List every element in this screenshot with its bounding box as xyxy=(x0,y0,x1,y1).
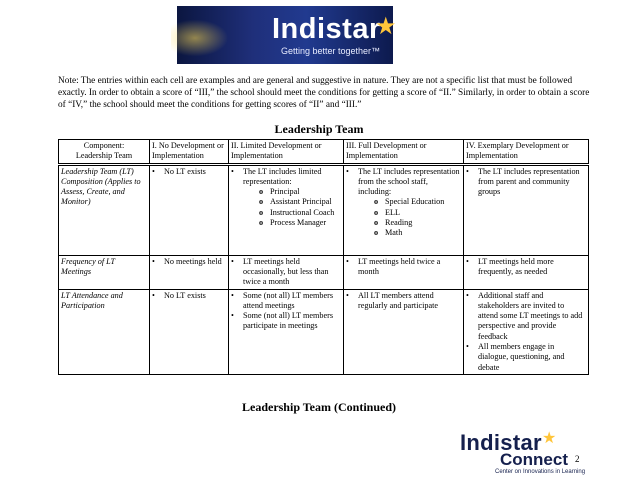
bullet-item xyxy=(243,167,341,229)
bullet-item: • No LT exists xyxy=(164,167,226,177)
section-title: Leadership Team xyxy=(274,122,364,136)
bullet-item xyxy=(358,167,461,239)
row-label: Frequency of LT Meetings xyxy=(59,255,150,289)
table-cell xyxy=(150,164,229,255)
header-component: Component: Leadership Team xyxy=(59,140,150,165)
table-cell xyxy=(229,164,344,255)
header-exemplary-development: IV. Exemplary Development or Implementation xyxy=(464,140,589,165)
table-row xyxy=(59,255,589,289)
tagline: Getting better together™ xyxy=(281,46,381,56)
bullet-item: • LT meetings held occasionally, but less than twice a month xyxy=(243,257,341,288)
row-label: LT Attendance and Participation xyxy=(59,289,150,374)
glow-star-icon xyxy=(171,18,231,58)
footer-logo-subtitle: Center on Innovations in Learning xyxy=(495,469,586,475)
table-cell xyxy=(229,255,344,289)
table-cell xyxy=(150,255,229,289)
header-limited-development: II. Limited Development or Implementation xyxy=(229,140,344,165)
bullet-item: • No meetings held xyxy=(164,257,226,267)
table-cell xyxy=(150,289,229,374)
note-paragraph: Note: The entries within each cell are examples and are general and suggestive in nature. They are not a specific list that must be followed exactly. In order to obtain a score of “III,” the school should meet the conditions for getting a score of “II.” Similarly, in order to obtain a score of “IV,” the school should meet the conditions for getting scores of “II” and “III.” xyxy=(58,76,590,111)
table-cell xyxy=(464,255,589,289)
sub-bullet-item: o Special Education xyxy=(385,197,461,207)
bullet-item: • Additional staff and stakeholders are invited to attend some LT meetings to add perspective and provide feedback xyxy=(478,291,586,342)
table-cell xyxy=(344,289,464,374)
bullet-item: • LT meetings held twice a month xyxy=(358,257,461,278)
bullet-item: • LT meetings held more frequently, as needed xyxy=(478,257,586,278)
table-row xyxy=(59,289,589,374)
table-cell xyxy=(464,164,589,255)
header-full-development: III. Full Development or Implementation xyxy=(344,140,464,165)
bullet-item: • All LT members attend regularly and participate xyxy=(358,291,461,312)
table-cell xyxy=(344,255,464,289)
header-no-development: I. No Development or Implementation xyxy=(150,140,229,165)
sub-bullet-item: o Process Manager xyxy=(270,218,341,228)
sub-bullet-item: o Math xyxy=(385,228,461,238)
bullet-item: • All members engage in dialogue, questioning, and debate xyxy=(478,342,586,373)
table-cell xyxy=(464,289,589,374)
sub-bullet-item: o Instructional Coach xyxy=(270,208,341,218)
bullet-item: • No LT exists xyxy=(164,291,226,301)
sub-bullet-item: o Principal xyxy=(270,187,341,197)
table-cell xyxy=(344,164,464,255)
bullet-text: The LT includes limited representation: xyxy=(243,166,322,186)
sub-bullet-item: o ELL xyxy=(385,208,461,218)
bullet-item: • The LT includes representation from parent and community groups xyxy=(478,167,586,198)
header-banner xyxy=(177,6,397,64)
footer-logo-word2: Connect xyxy=(500,450,568,469)
page-number: 2 xyxy=(575,454,580,464)
bullet-text: The LT includes representation from the school staff, including: xyxy=(358,166,460,197)
indistar-logo-text: Indistar xyxy=(272,13,381,45)
row-label: Leadership Team (LT) Composition (Applies to Assess, Create, and Monitor) xyxy=(59,164,150,255)
table-row xyxy=(59,164,589,255)
table-header-row xyxy=(59,140,589,165)
logo-star-icon: ★ xyxy=(375,14,397,40)
bullet-item: • Some (not all) LT members attend meetings xyxy=(243,291,341,312)
rubric-table xyxy=(58,139,589,375)
footer-logo-word1: Indistar xyxy=(460,430,542,455)
sub-bullet-item: o Reading xyxy=(385,218,461,228)
sub-bullet-item: o Assistant Principal xyxy=(270,197,341,207)
bullet-item: • Some (not all) LT members participate in meetings xyxy=(243,311,341,332)
indistar-connect-logo xyxy=(460,430,586,480)
table-cell xyxy=(229,289,344,374)
footer-star-icon: ★ xyxy=(542,430,557,447)
continued-title: Leadership Team (Continued) xyxy=(241,400,397,414)
